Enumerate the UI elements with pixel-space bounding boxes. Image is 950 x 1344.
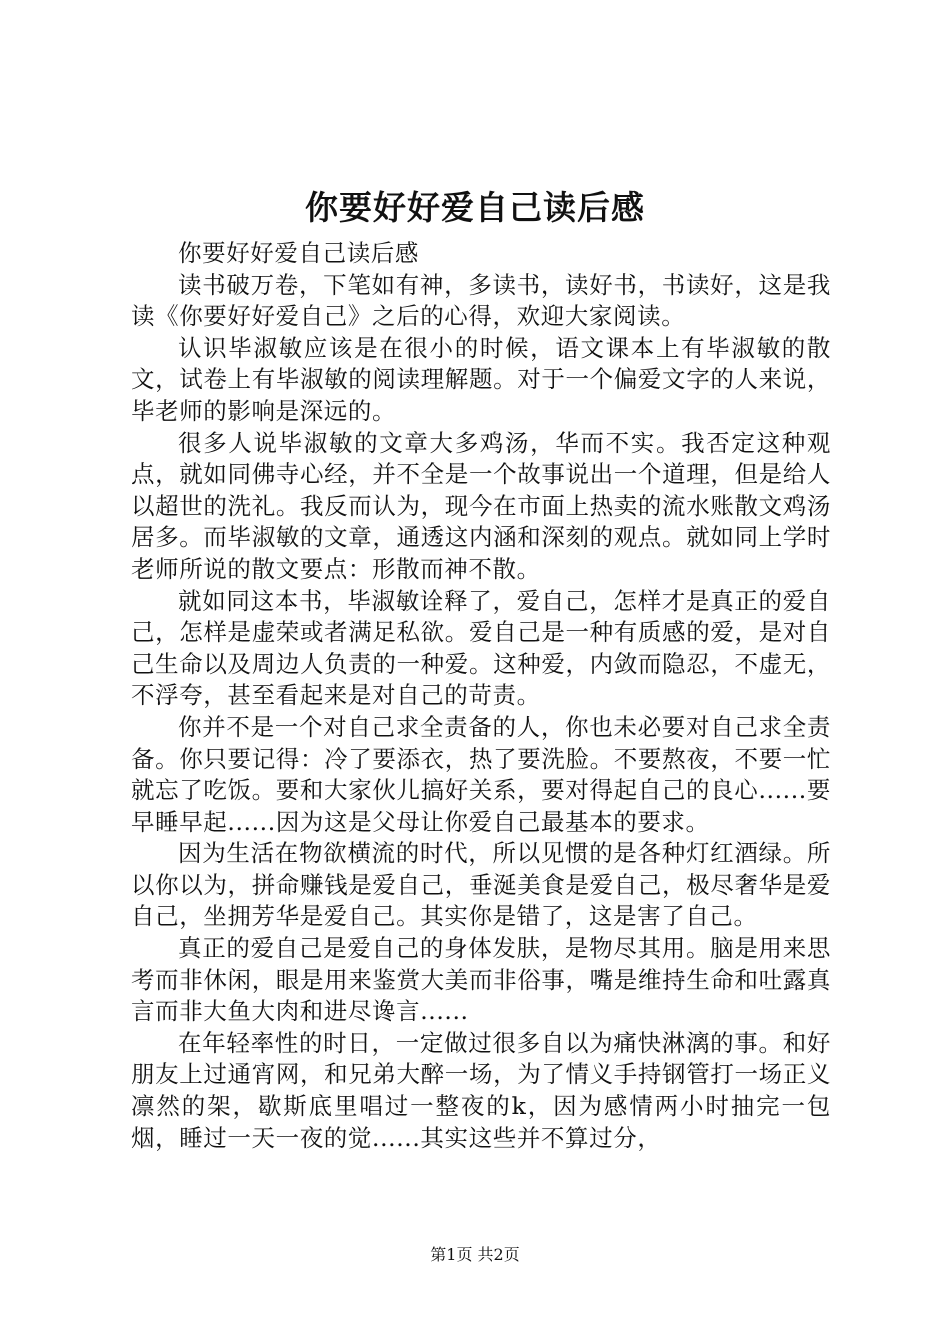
document-title: 你要好好爱自己读后感: [305, 188, 645, 227]
paragraph: 真正的爱自己是爱自己的身体发肤，是物尽其用。脑是用来思考而非休闲，眼是用来鉴赏大美而非俗事，嘴是维持生命和吐露真言而非大鱼大肉和进尽谗言......: [131, 934, 831, 1026]
paragraph-subtitle: 你要好好爱自己读后感: [178, 239, 419, 267]
paragraph: 很多人说毕淑敏的文章大多鸡汤，华而不实。我否定这种观点，就如同佛寺心经，并不全是一个故事说出一个道理，但是给人以超世的洗礼。我反而认为，现今在市面上热卖的流水账散文鸡汤居多。而毕淑敏的文章，通透这内涵和深刻的观点。就如同上学时老师所说的散文要点：形散而神不散。: [131, 428, 831, 583]
paragraph: 就如同这本书，毕淑敏诠释了，爱自己，怎样才是真正的爱自己，怎样是虚荣或者满足私欲。爱自己是一种有质感的爱，是对自己生命以及周边人负责的一种爱。这种爱，内敛而隐忍，不虚无，不浮夸，甚至看起来是对自己的苛责。: [131, 586, 831, 710]
paragraph: 你并不是一个对自己求全责备的人，你也未必要对自己求全责备。你只要记得：冷了要添衣，热了要洗脸。不要熬夜，不要一忙就忘了吃饭。要和大家伙儿搞好关系，要对得起自己的良心......要早睡早起......因为这是父母让你爱自己最基本的要求。: [131, 712, 831, 836]
paragraph: 因为生活在物欲横流的时代，所以见惯的是各种灯红酒绿。所以你以为，拼命赚钱是爱自己，垂涎美食是爱自己，极尽奢华是爱自己，坐拥芳华是爱自己。其实你是错了，这是害了自己。: [131, 839, 831, 931]
paragraph: 读书破万卷，下笔如有神，多读书，读好书，书读好，这是我读《你要好好爱自己》之后的心得，欢迎大家阅读。: [131, 270, 831, 331]
page-footer: 第1页 共2页: [430, 1245, 520, 1264]
document-body: [131, 238, 831, 1154]
paragraph: 在年轻率性的时日，一定做过很多自以为痛快淋漓的事。和好朋友上过通宵网，和兄弟大醉一场，为了情义手持钢管打一场正义凛然的架，歇斯底里唱过一整夜的k，因为感情两小时抽完一包烟，睡过一天一夜的觉......其实这些并不算过分，: [131, 1028, 831, 1152]
paragraph: 认识毕淑敏应该是在很小的时候，语文课本上有毕淑敏的散文，试卷上有毕淑敏的阅读理解题。对于一个偏爱文字的人来说，毕老师的影响是深远的。: [131, 333, 831, 425]
